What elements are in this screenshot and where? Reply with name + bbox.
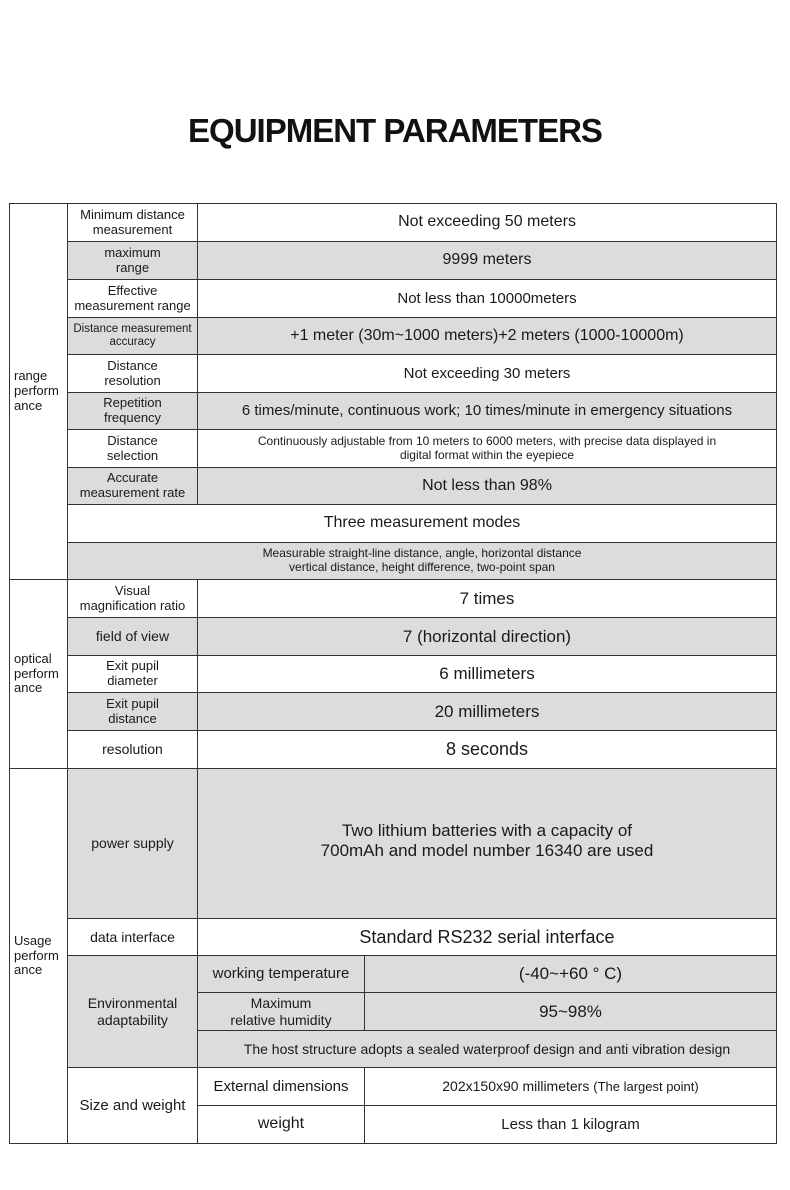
param-value: Not exceeding 50 meters <box>198 204 777 242</box>
dimensions-value: 202x150x90 millimeters <box>442 1078 590 1095</box>
table-row <box>10 318 777 355</box>
table-row <box>10 505 777 543</box>
param-value: 8 seconds <box>198 731 777 769</box>
modes-heading: Three measurement modes <box>68 505 777 543</box>
param-label: field of view <box>68 618 198 656</box>
param-label: data interface <box>68 919 198 956</box>
modes-detail: Measurable straight-line distance, angle, horizontal distance vertical distance, height difference, two-point span <box>68 543 777 580</box>
param-value: Not less than 10000meters <box>198 280 777 318</box>
param-value: +1 meter (30m~1000 meters)+2 meters (1000-10000m) <box>198 318 777 355</box>
table-row <box>10 580 777 618</box>
param-label: Effective measurement range <box>68 280 198 318</box>
table-row <box>10 656 777 693</box>
param-label: resolution <box>68 731 198 769</box>
table-row <box>10 393 777 430</box>
param-value: 20 millimeters <box>198 693 777 731</box>
param-value: Continuously adjustable from 10 meters to 6000 meters, with precise data displayed in digital format within the eyepiece <box>198 430 777 468</box>
table-row <box>10 618 777 656</box>
table-row <box>10 769 777 919</box>
table-row <box>10 693 777 731</box>
table-row <box>10 1068 777 1106</box>
sub-param-label: working temperature <box>198 956 365 993</box>
spec-table <box>9 203 777 1144</box>
page-title: EQUIPMENT PARAMETERS <box>188 112 602 149</box>
param-value: 6 times/minute, continuous work; 10 times/minute in emergency situations <box>198 393 777 430</box>
sub-param-label: External dimensions <box>198 1068 365 1106</box>
group-label-usage: Usage perform ance <box>10 769 68 1144</box>
param-value: 6 millimeters <box>198 656 777 693</box>
dimensions-note: (The largest point) <box>593 1079 699 1095</box>
param-label: Visual magnification ratio <box>68 580 198 618</box>
table-row <box>10 731 777 769</box>
param-value: Standard RS232 serial interface <box>198 919 777 956</box>
param-label: Exit pupil distance <box>68 693 198 731</box>
param-value: 7 (horizontal direction) <box>198 618 777 656</box>
table-row <box>10 430 777 468</box>
environment-note: The host structure adopts a sealed waterproof design and anti vibration design <box>198 1031 777 1068</box>
sub-param-value: (-40~+60 ° C) <box>365 956 777 993</box>
param-label: Exit pupil diameter <box>68 656 198 693</box>
param-label: maximum range <box>68 242 198 280</box>
param-value: Two lithium batteries with a capacity of 700mAh and model number 16340 are used <box>198 769 777 919</box>
table-row <box>10 204 777 242</box>
param-label: Environmental adaptability <box>68 956 198 1068</box>
sub-param-label: weight <box>198 1106 365 1144</box>
param-label: Size and weight <box>68 1068 198 1144</box>
param-value: Not exceeding 30 meters <box>198 355 777 393</box>
sub-param-label: Maximum relative humidity <box>198 993 365 1031</box>
param-label: Repetition frequency <box>68 393 198 430</box>
param-value: Not less than 98% <box>198 468 777 505</box>
param-label: Distance measurement accuracy <box>68 318 198 355</box>
param-label: power supply <box>68 769 198 919</box>
table-row <box>10 956 777 993</box>
sub-param-value: 95~98% <box>365 993 777 1031</box>
param-label: Distance resolution <box>68 355 198 393</box>
table-row <box>10 242 777 280</box>
table-row <box>10 355 777 393</box>
sub-param-value <box>365 1068 777 1106</box>
sub-param-value: Less than 1 kilogram <box>365 1106 777 1144</box>
group-label-range: range perform ance <box>10 204 68 580</box>
table-row <box>10 280 777 318</box>
param-value: 9999 meters <box>198 242 777 280</box>
param-value: 7 times <box>198 580 777 618</box>
param-label: Distance selection <box>68 430 198 468</box>
table-row <box>10 468 777 505</box>
param-label: Minimum distance measurement <box>68 204 198 242</box>
group-label-optical: optical perform ance <box>10 580 68 769</box>
param-label: Accurate measurement rate <box>68 468 198 505</box>
table-row <box>10 543 777 580</box>
table-row <box>10 919 777 956</box>
